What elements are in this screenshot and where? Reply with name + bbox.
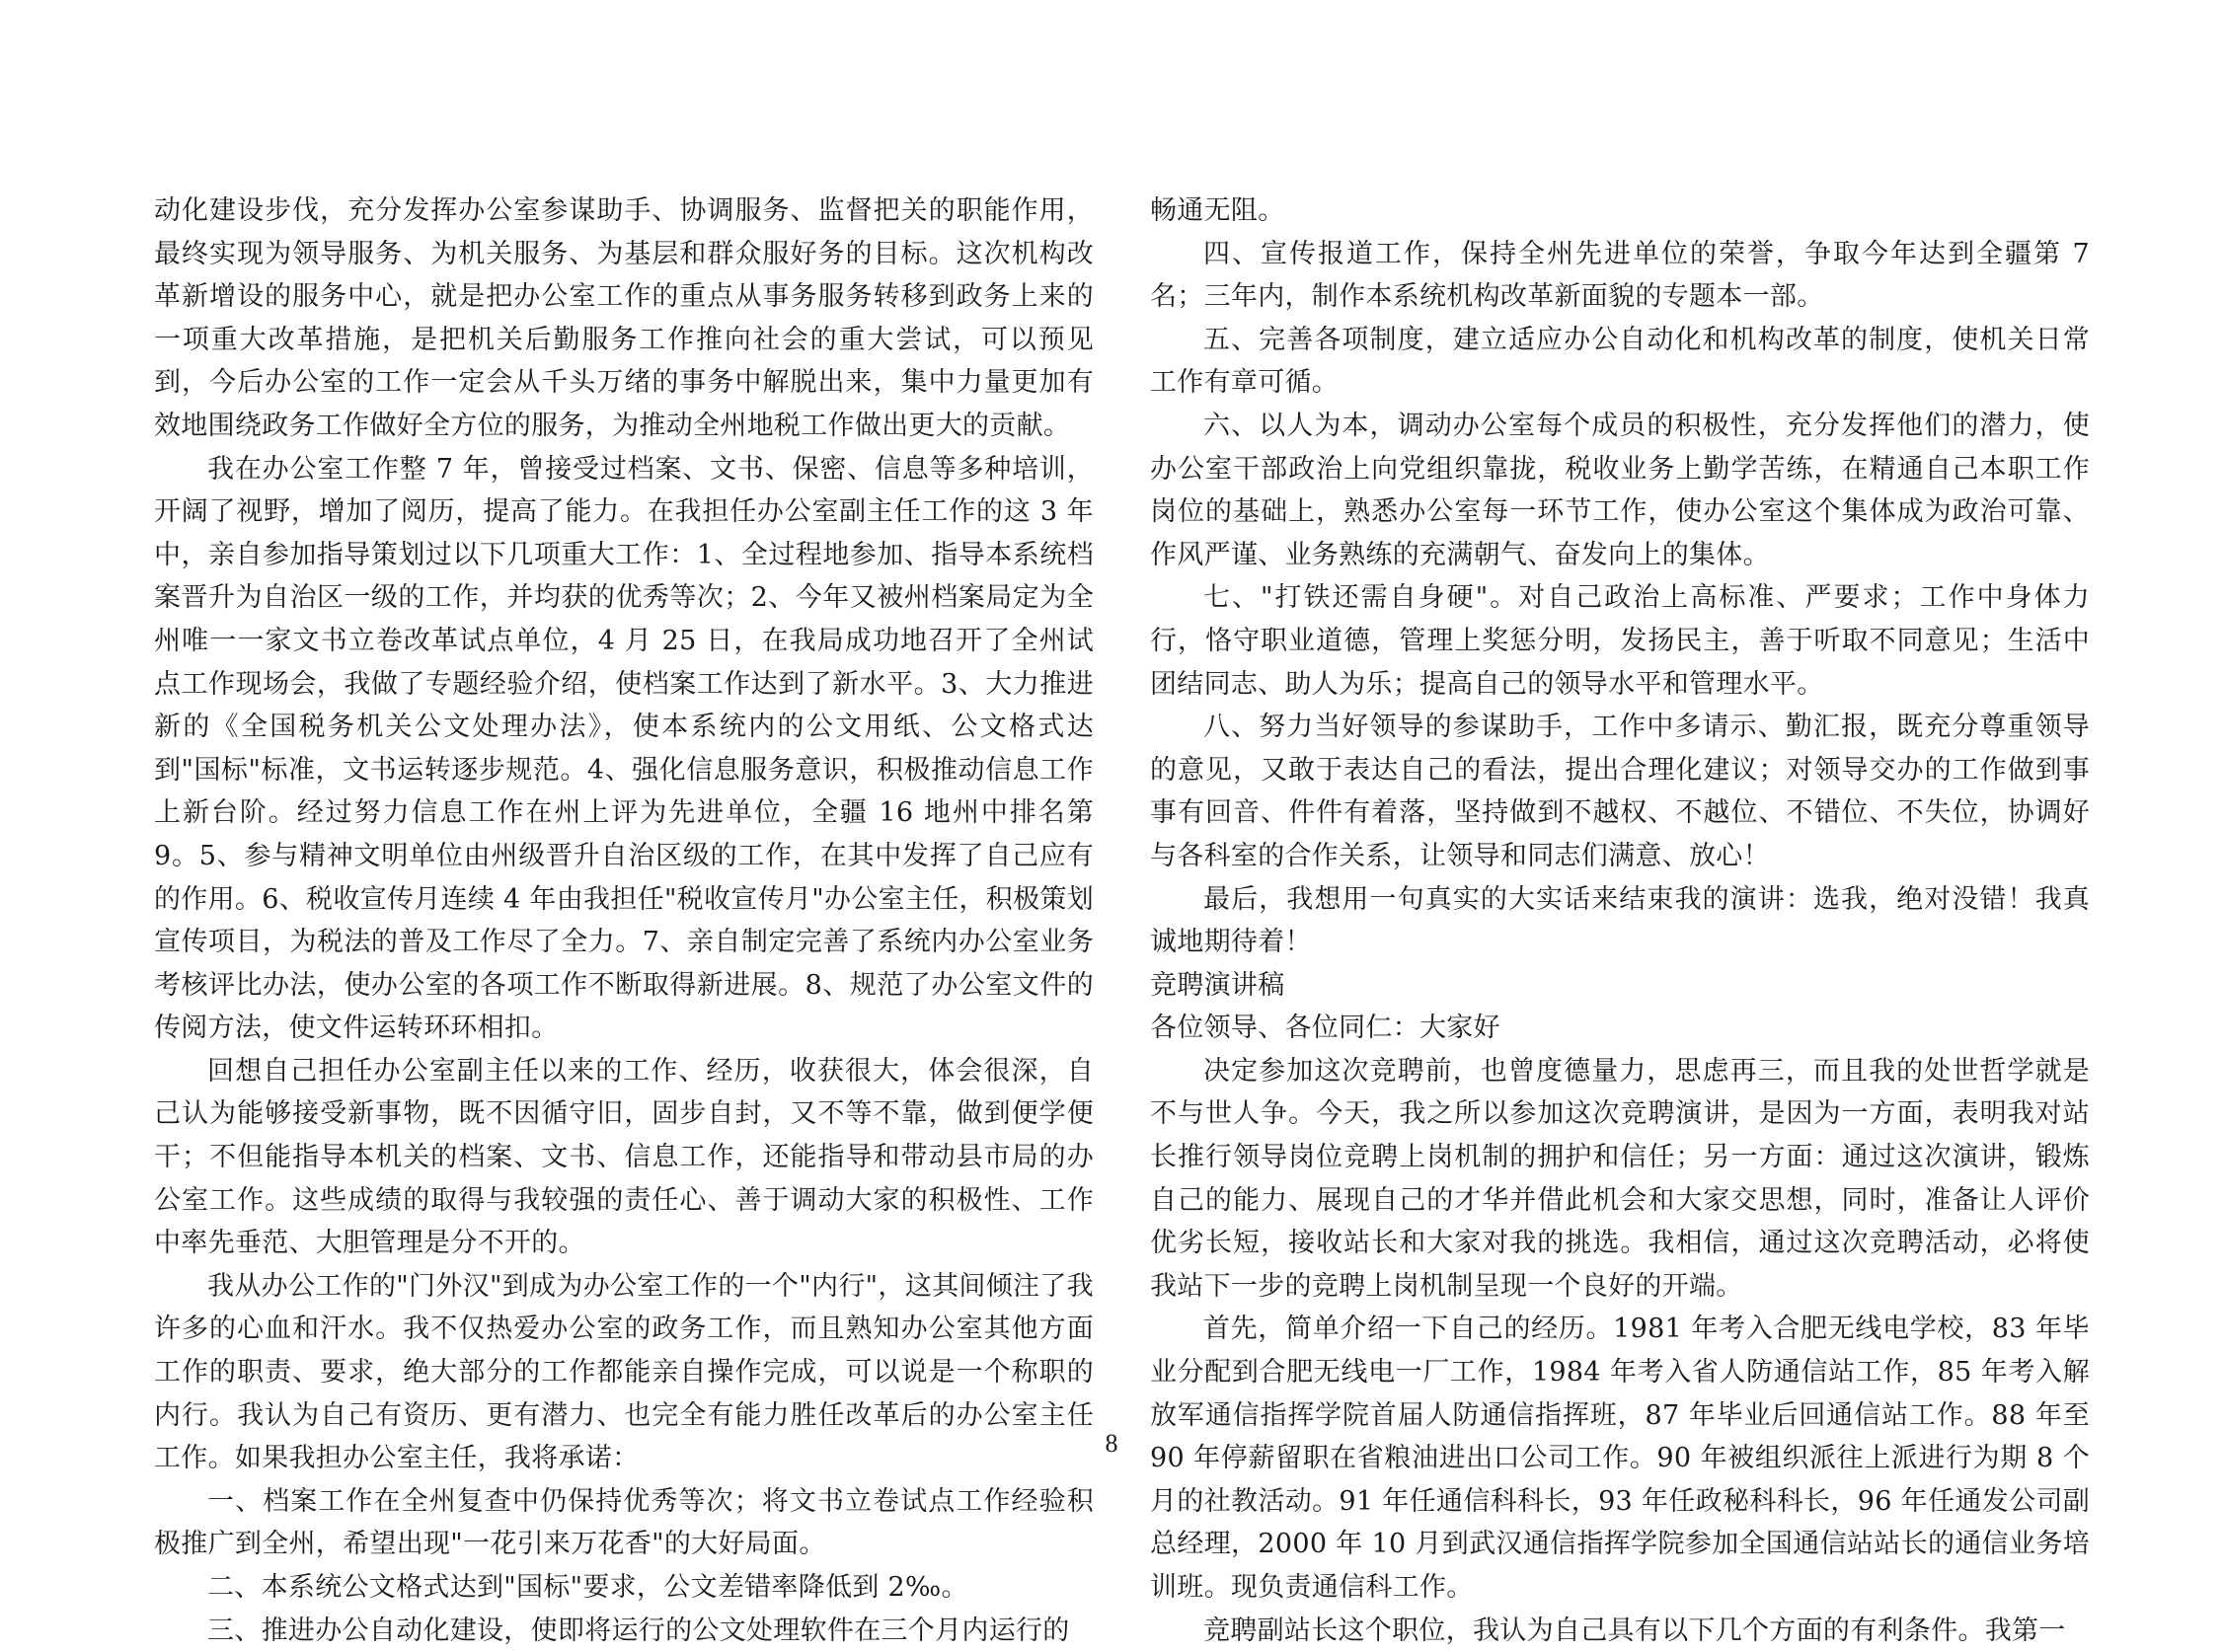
paragraph: 六、以人为本，调动办公室每个成员的积极性，充分发挥他们的潜力，使办公室干部政治上向党组织靠拢，税收业务上勤学苦练，在精通自己本职工作岗位的基础上，熟悉办公室每一环节工作，使办公室这个集体成为政治可靠、作风严谨、业务熟练的充满朝气、奋发向上的集体。 <box>1150 410 2090 570</box>
paragraph: 一、档案工作在全州复查中仍保持优秀等次；将文书立卷试点工作经验积极推广到全州，希望出现"一花引来万花香"的大好局面。 <box>154 1485 1094 1560</box>
paragraph: 首先，简单介绍一下自己的经历。1981 年考入合肥无线电学校，83 年毕业分配到合肥无线电一厂工作，1984 年考入省人防通信站工作，85 年考入解放军通信指挥学院首届人防通信指挥班，87 年毕业后回通信站工作。88 年至 90 年停薪留职在省粮油进出口公司工作。90 年被组织派往上派进行为期 8 个月的社教活动。91 年任通信科科长，93 年任政秘科科长，96 年任通发公司副总经理，2000 年 10 月到武汉通信指挥学院参加全国通信站站长的通信业务培训班。现负责通信科工作。 <box>1150 1314 2090 1603</box>
paragraph: 回想自己担任办公室副主任以来的工作、经历，收获很大，体会很深，自己认为能够接受新事物，既不因循守旧，固步自封，又不等不靠，做到便学便干；不但能指导本机关的档案、文书、信息工作，还能指导和带动县市局的办公室工作。这些成绩的取得与我较强的责任心、善于调动大家的积极性、工作中率先垂范、大胆管理是分不开的。 <box>154 1055 1094 1259</box>
paragraph: 四、宣传报道工作，保持全州先进单位的荣誉，争取今年达到全疆第 7 名；三年内，制作本系统机构改革新面貌的专题本一部。 <box>1150 238 2090 313</box>
paragraph: 竞聘副站长这个职位，我认为自己具有以下几个方面的有利条件。我第一 <box>1203 1614 2066 1646</box>
paragraph: 畅通无阻。 <box>1150 195 1285 226</box>
paragraph: 我从办公工作的"门外汉"到成为办公室工作的一个"内行"，这其间倾注了我许多的心血和汗水。我不仅热爱办公室的政务工作，而且熟知办公室其他方面工作的职责、要求，绝大部分的工作都能亲自操作完成，可以说是一个称职的内行。我认为自己有资历、更有潜力、也完全有能力胜任改革后的办公室主任工作。如果我担办公室主任，我将承诺： <box>154 1270 1094 1474</box>
salutation: 各位领导、各位同仁：大家好 <box>1150 1013 1500 1044</box>
paragraph: 三、推进办公自动化建设，使即将运行的公文处理软件在三个月内运行的 <box>207 1614 1070 1646</box>
page-number: 8 <box>1105 1429 1118 1458</box>
paragraph: 动化建设步伐，充分发挥办公室参谋助手、协调服务、监督把关的职能作用，最终实现为领导服务、为机关服务、为基层和群众服好务的目标。这次机构改革新增设的服务中心，就是把办公室工作的重点从事务服务转移到政务上来的一项重大改革措施，是把机关后勤服务工作推向社会的重大尝试，可以预见到，今后办公室的工作一定会从千头万绪的事务中解脱出来，集中力量更加有效地围绕政务工作做好全方位的服务，为推动全州地税工作做出更大的贡献。 <box>154 195 1094 441</box>
paragraph: 决定参加这次竞聘前，也曾度德量力，思虑再三，而且我的处世哲学就是不与世人争。今天，我之所以参加这次竞聘演讲，是因为一方面，表明我对站长推行领导岗位竞聘上岗机制的拥护和信任；另一方面：通过这次演讲，锻炼自己的能力、展现自己的才华并借此机会和大家交思想，同时，准备让人评价优劣长短，接收站长和大家对我的挑选。我相信，通过这次竞聘活动，必将使我站下一步的竞聘上岗机制呈现一个良好的开端。 <box>1150 1055 2090 1302</box>
paragraph: 七、"打铁还需自身硬"。对自己政治上高标准、严要求；工作中身体力行，恪守职业道德，管理上奖惩分明，发扬民主，善于听取不同意见；生活中团结同志、助人为乐；提高自己的领导水平和管理水平。 <box>1150 582 2090 700</box>
paragraph: 五、完善各项制度，建立适应办公自动化和机构改革的制度，使机关日常工作有章可循。 <box>1150 324 2090 399</box>
paragraph: 我在办公室工作整 7 年，曾接受过档案、文书、保密、信息等多种培训，开阔了视野，增加了阅历，提高了能力。在我担任办公室副主任工作的这 3 年中，亲自参加指导策划过以下几项重大工作：1、全过程地参加、指导本系统档案晋升为自治区一级的工作，并均获的优秀等次；2、今年又被州档案局定为全州唯一一家文书立卷改革试点单位，4 月 25 日，在我局成功地召开了全州试点工作现场会，我做了专题经验介绍，使档案工作达到了新水平。3、大力推进新的《全国税务机关公文处理办法》，使本系统内的公文用纸、公文格式达到"国标"标准，文书运转逐步规范。4、强化信息服务意识，积极推动信息工作上新台阶。经过努力信息工作在州上评为先进单位，全疆 16 地州中排名第 9。5、参与精神文明单位由州级晋升自治区级的工作，在其中发挥了自己应有的作用。6、税收宣传月连续 4 年由我担任"税收宣传月"办公室主任，积极策划宣传项目，为税法的普及工作尽了全力。7、亲自制定完善了系统内办公室业务考核评比办法，使办公室的各项工作不断取得新进展。8、规范了办公室文件的传阅方法，使文件运转环环相扣。 <box>154 453 1094 1044</box>
paragraph: 最后，我想用一句真实的大实话来结束我的演讲：选我，绝对没错！我真诚地期待着！ <box>1150 883 2090 958</box>
paragraph: 二、本系统公文格式达到"国标"要求，公文差错率降低到 2‰。 <box>207 1572 968 1603</box>
section-heading: 竞聘演讲稿 <box>1150 969 1285 1001</box>
paragraph: 八、努力当好领导的参谋助手，工作中多请示、勤汇报，既充分尊重领导的意见，又敢于表达自己的看法，提出合理化建议；对领导交办的工作做到事事有回音、件件有着落，坚持做到不越权、不越位、不错位、不失位，协调好与各科室的合作关系，让领导和同志们满意、放心！ <box>1150 712 2090 871</box>
